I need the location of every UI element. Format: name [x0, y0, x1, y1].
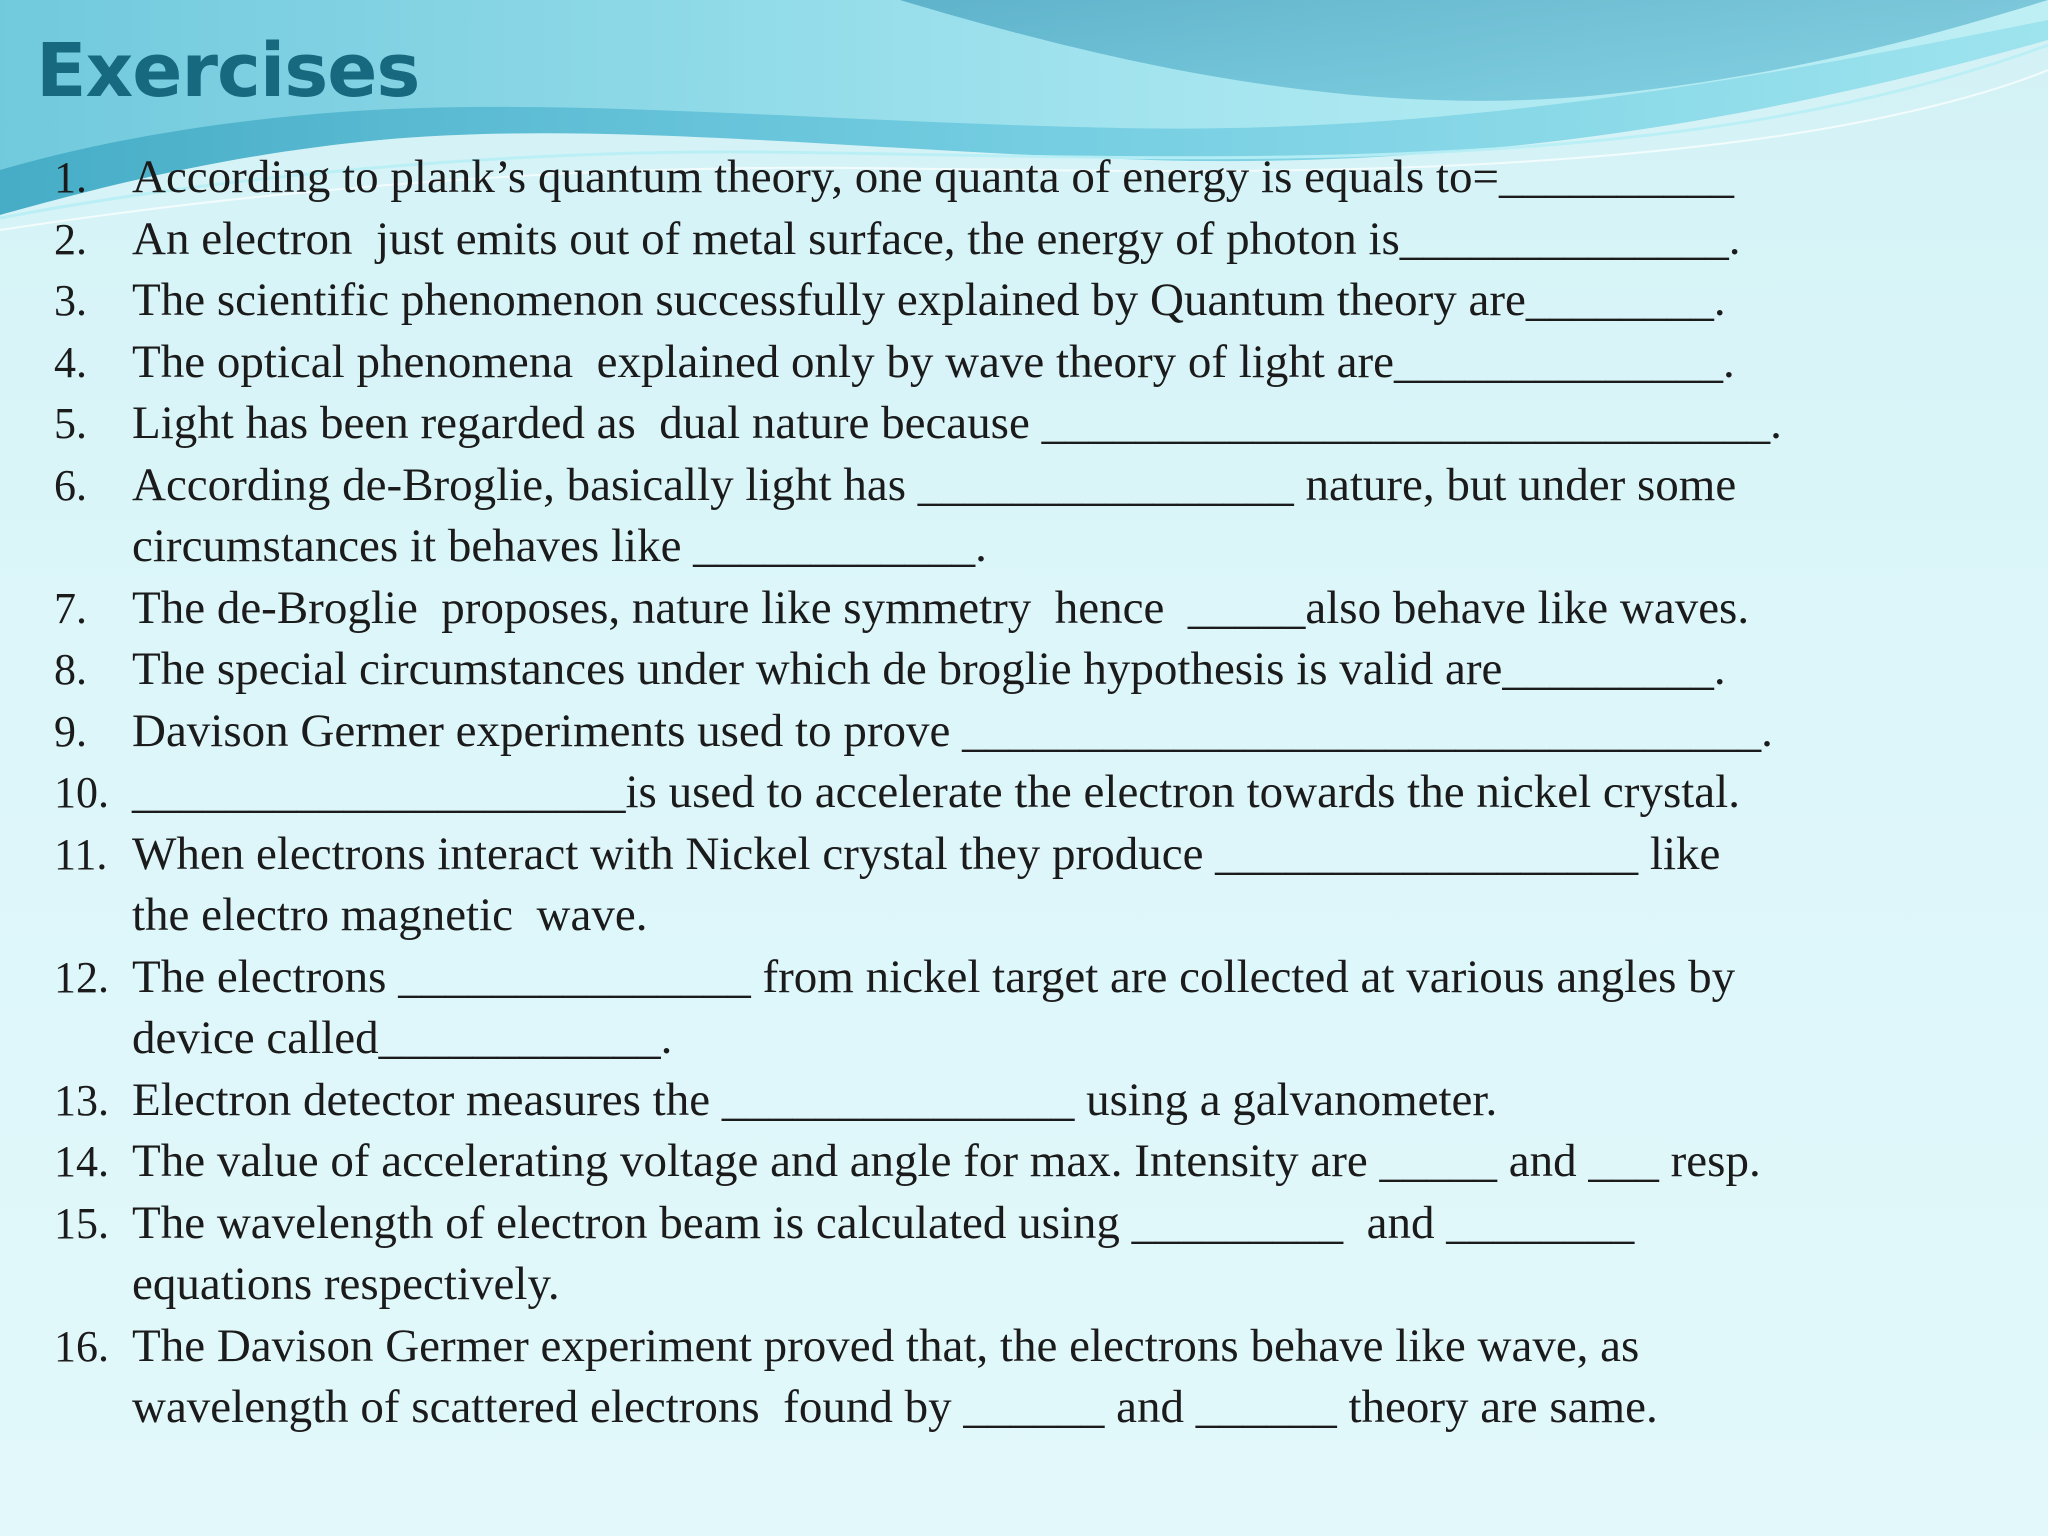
exercise-item: [0, 639, 2048, 701]
exercise-item: [0, 701, 2048, 763]
exercise-number: 1.: [54, 153, 87, 202]
exercise-item: [0, 578, 2048, 640]
exercise-item: [0, 455, 2048, 578]
exercise-text-line: device called____________.: [132, 1012, 673, 1064]
exercise-number: 15.: [54, 1198, 109, 1248]
exercise-item: [0, 947, 2048, 1070]
exercise-item: [0, 762, 2048, 824]
exercise-text-line: equations respectively.: [132, 1258, 560, 1310]
exercise-number: 11.: [54, 829, 108, 879]
exercise-number: 3.: [54, 276, 87, 325]
exercise-list: [0, 147, 2048, 1439]
exercise-item: [0, 147, 2048, 209]
exercise-text-line: The scientific phenomenon successfully explained by Quantum theory are________.: [132, 274, 1726, 326]
exercise-number: 8.: [54, 645, 87, 694]
exercise-number: 2.: [54, 214, 87, 264]
exercise-text-line: _____________________is used to accelerate the electron towards the nickel crystal.: [132, 766, 1740, 818]
exercise-number: 16.: [54, 1321, 109, 1371]
exercise-text-line: According to plank’s quantum theory, one quanta of energy is equals to=__________: [132, 151, 1734, 203]
exercise-number: 10.: [54, 768, 109, 817]
exercise-number: 5.: [54, 399, 87, 448]
exercise-text-line: The optical phenomena explained only by wave theory of light are______________.: [132, 335, 1735, 388]
exercise-text-line: wavelength of scattered electrons found by ______ and ______ theory are same.: [132, 1381, 1658, 1433]
exercise-text-line: The value of accelerating voltage and angle for max. Intensity are _____ and ___ resp.: [132, 1135, 1761, 1187]
exercise-text-line: Electron detector measures the _______________ using a galvanometer.: [132, 1073, 1498, 1126]
exercise-item: [0, 270, 2048, 332]
exercise-text-line: Light has been regarded as dual nature because _______________________________.: [132, 397, 1782, 449]
exercise-number: 9.: [54, 706, 87, 756]
exercise-item: [0, 393, 2048, 455]
exercise-text-line: Davison Germer experiments used to prove __________________________________.: [132, 704, 1773, 757]
exercise-text-line: The de-Broglie proposes, nature like symmetry hence _____also behave like waves.: [132, 581, 1750, 634]
exercise-text-line: the electro magnetic wave.: [132, 889, 648, 941]
exercise-text-line: The electrons _______________ from nickel target are collected at various angles by: [132, 950, 1736, 1003]
exercise-item: [0, 1070, 2048, 1132]
exercise-number: 4.: [54, 337, 87, 387]
slide-title: Exercises: [36, 28, 420, 114]
exercise-item: [0, 209, 2048, 271]
exercise-text-line: When electrons interact with Nickel crystal they produce __________________ like: [132, 827, 1721, 880]
exercise-item: [0, 1193, 2048, 1316]
exercise-text-line: circumstances it behaves like ____________.: [132, 520, 987, 572]
exercise-number: 12.: [54, 952, 109, 1002]
exercise-text-line: The special circumstances under which de broglie hypothesis is valid are_________.: [132, 643, 1726, 695]
exercise-number: 13.: [54, 1075, 109, 1125]
exercise-text-line: The wavelength of electron beam is calculated using _________ and ________: [132, 1196, 1635, 1249]
exercise-text-line: According de-Broglie, basically light has ________________ nature, but under some: [132, 458, 1737, 511]
exercise-item: [0, 1131, 2048, 1193]
exercise-number: 7.: [54, 583, 87, 633]
exercise-item: [0, 1316, 2048, 1439]
exercise-item: [0, 332, 2048, 394]
exercise-item: [0, 824, 2048, 947]
exercise-number: 6.: [54, 460, 87, 510]
exercise-text-line: An electron just emits out of metal surface, the energy of photon is______________.: [132, 212, 1741, 265]
exercise-number: 14.: [54, 1137, 109, 1186]
exercise-text-line: The Davison Germer experiment proved that, the electrons behave like wave, as: [132, 1319, 1640, 1372]
